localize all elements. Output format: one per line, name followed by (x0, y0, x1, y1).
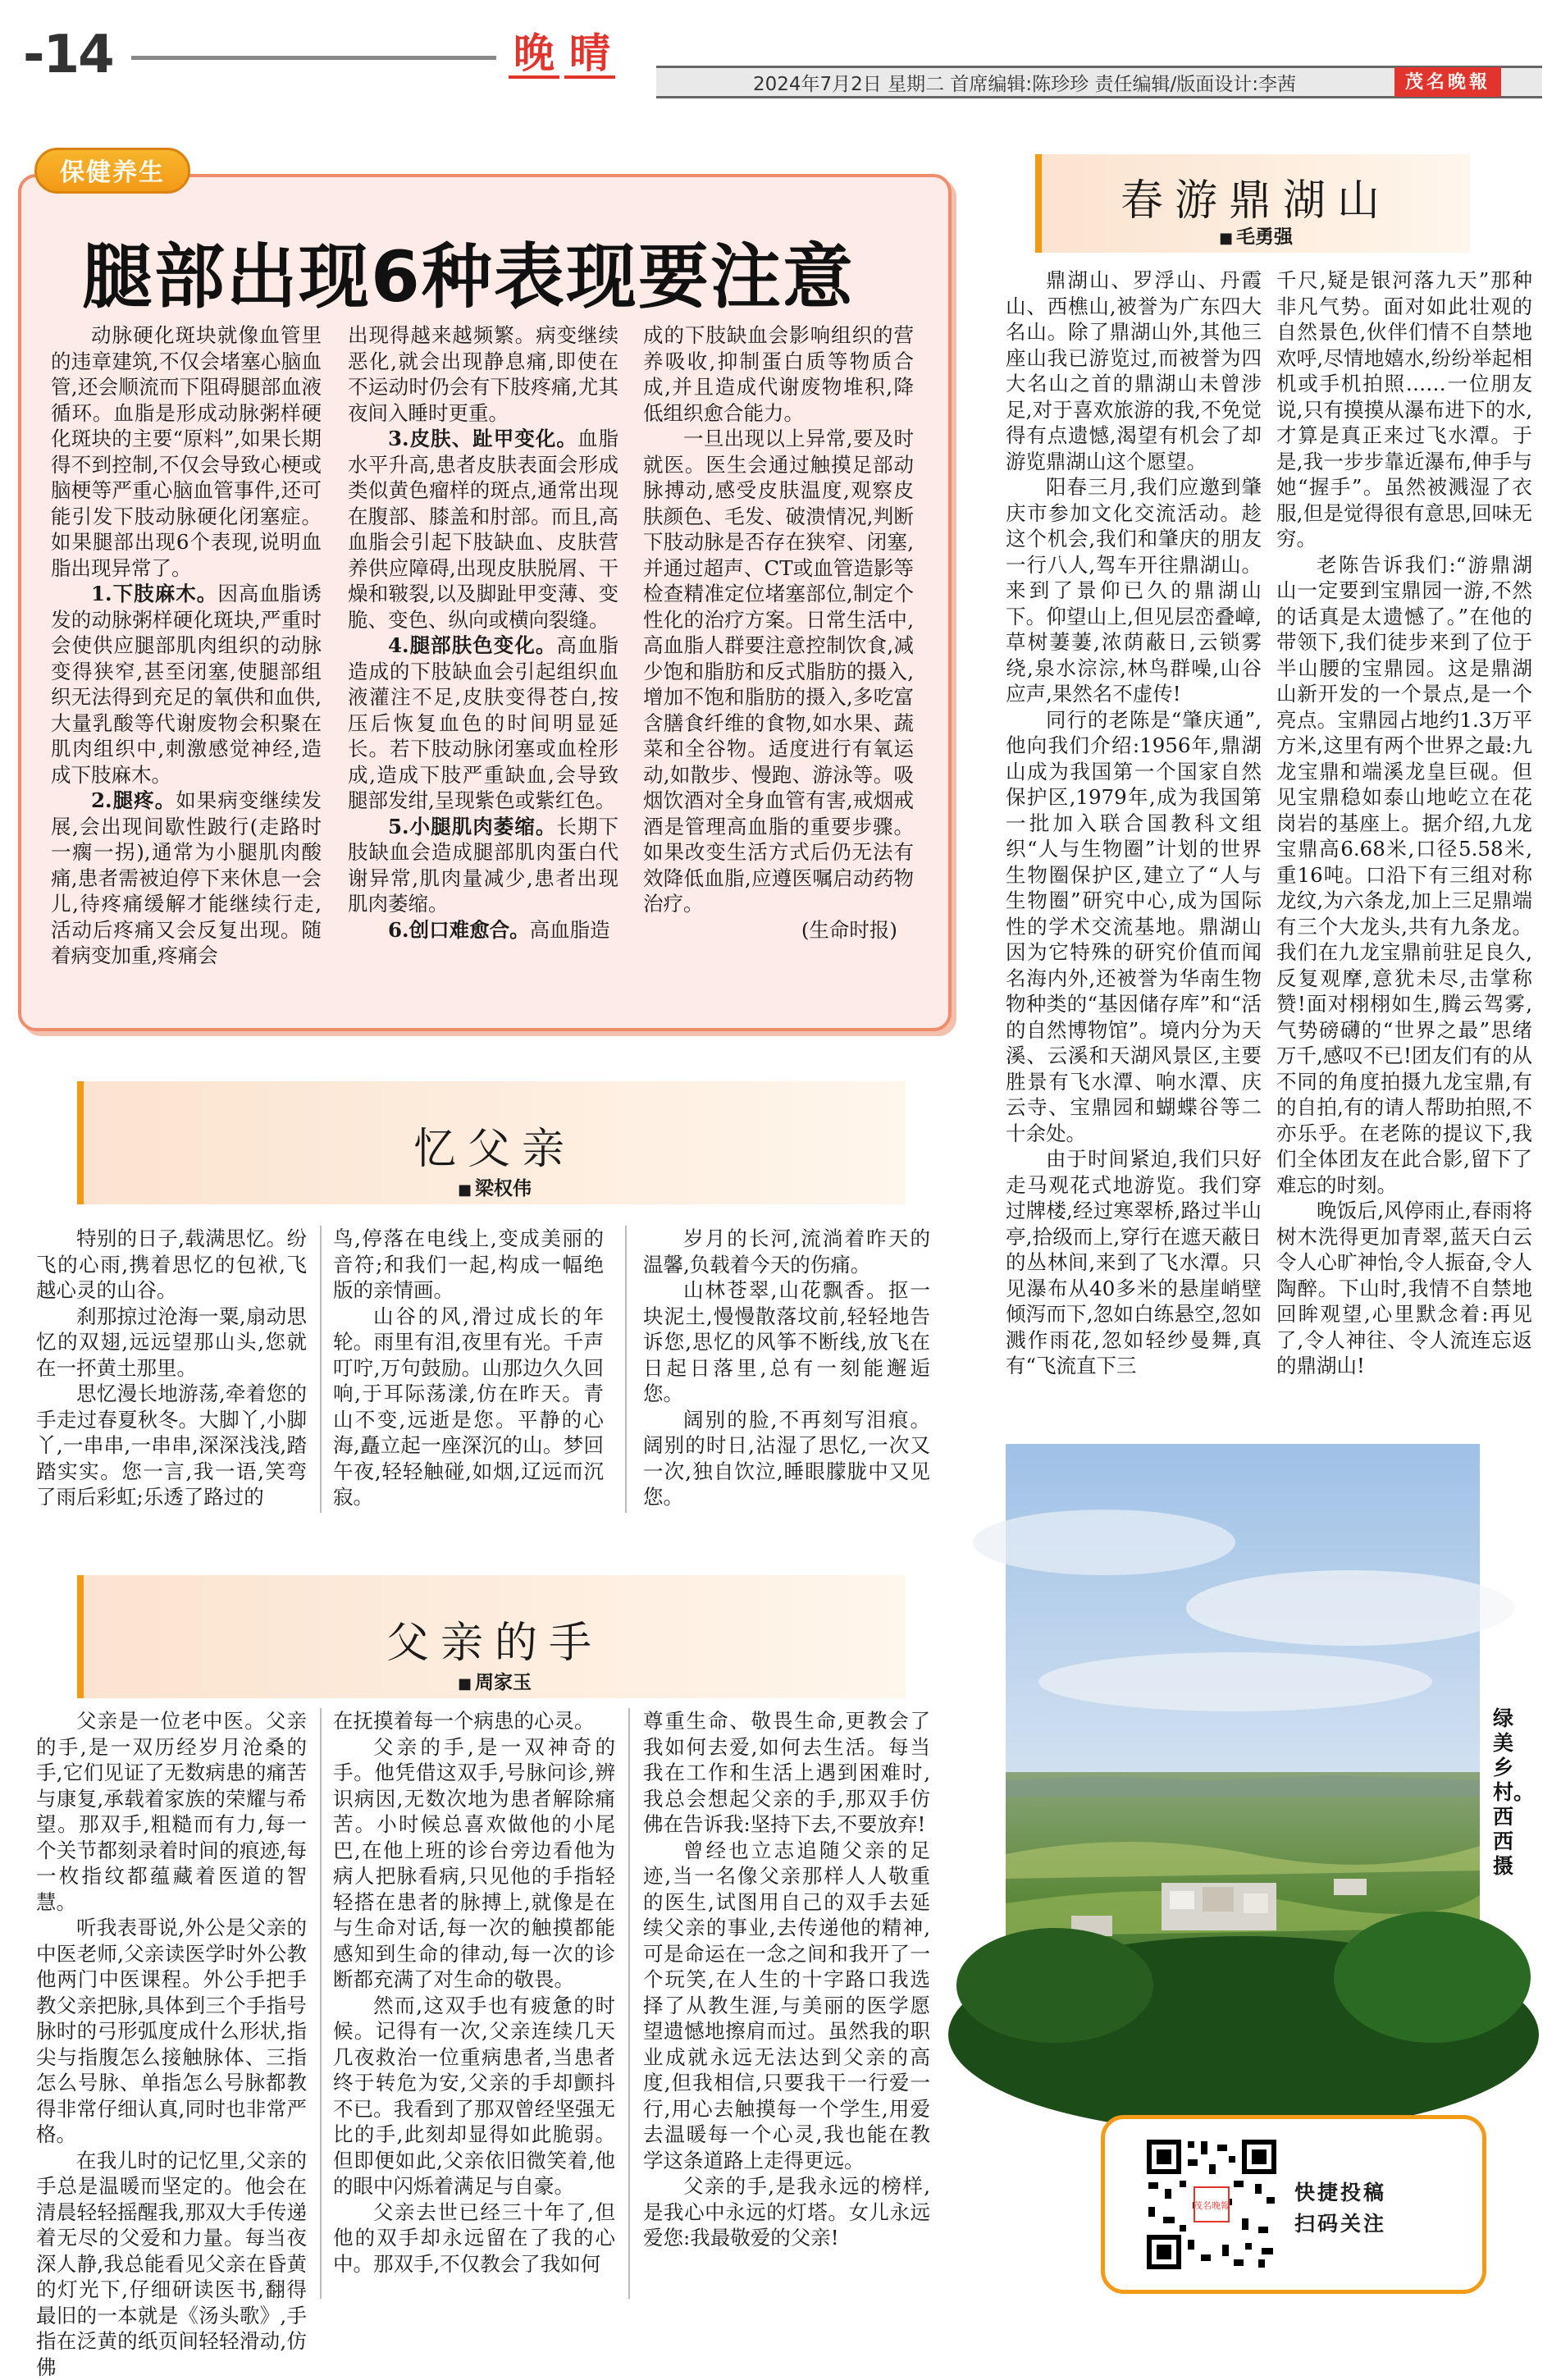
article-paragraph: 阔别的脸,不再刻写泪痕。阔别的时日,沾湿了思忆,一次又一次,独自饮泣,睡眼朦胧中又见您。 (643, 1407, 930, 1510)
article-source: (生命时报) (643, 917, 914, 943)
qr-caption-line: 扫码关注 (1294, 2209, 1386, 2240)
article-column (348, 322, 618, 943)
article-paragraph: 1.下肢麻木。因高血脂诱发的动脉粥样硬化斑块,严重时会使供应腿部肌肉组织的动脉变得狭窄,甚至闭塞,使腿部组织无法得到充足的氧供和血供,大量乳酸等代谢废物会积聚在肌肉组织中,刺激感觉神经,造成下肢麻木。 (51, 581, 322, 788)
article-column (333, 1708, 615, 2277)
column-divider (320, 1226, 322, 1513)
section-title: 忆父亲 (84, 1114, 906, 1176)
article-paragraph: 山谷的风,滑过成长的年轮。雨里有泪,夜里有光。千声叮咛,万句鼓励。山那边久久回响,于耳际荡漾,仿在昨天。青山不变,远逝是您。平静的心海,矗立起一座深沉的山。梦回午夜,轻轻触碰,如烟,辽远而沉寂。 (333, 1304, 604, 1510)
article-paragraph: 动脉硬化斑块就像血管里的违章建筑,不仅会堵塞心脑血管,还会顺流而下阻碍腿部血液循环。血脂是形成动脉粥样硬化斑块的主要“原料”,如果长期得不到控制,不仅会导致心梗或脑梗等严重心脑血管事件,还可能引发下肢动脉硬化闭塞症。如果腿部出现6个表现,说明血脂出现异常了。 (51, 322, 322, 581)
article-paragraph: 特别的日子,载满思忆。纷飞的心雨,携着思忆的包袱,飞越心灵的山谷。 (36, 1226, 307, 1304)
column-divider (320, 1708, 322, 2299)
article-paragraph: 4.腿部肤色变化。高血脂造成的下肢缺血会引起组织血液灌注不足,皮肤变得苍白,按压后恢复血色的时间明显延长。若下肢动脉闭塞或血栓形成,造成下肢严重缺血,会导致腿部发绀,呈现紫色或紫红色。 (348, 633, 618, 814)
section-title: 父亲的手 (84, 1608, 906, 1670)
author-byline: ■ 梁权伟 (84, 1173, 906, 1200)
paragraph-heading: 4.腿部肤色变化。 (388, 633, 556, 657)
column-divider (625, 1226, 627, 1513)
qr-caption-line: 快捷投稿 (1294, 2177, 1386, 2209)
article-column (333, 1226, 604, 1510)
article-paragraph: 然而,这双手也有疲惫的时候。记得有一次,父亲连续几天几夜救治一位重病患者,当患者终于转危为安,父亲的手却颤抖不已。我看到了那双曾经坚强无比的手,此刻却显得如此脆弱。但即便如此,父亲依旧微笑着,他的眼中闪烁着满足与自豪。 (333, 1993, 615, 2200)
article-column (36, 1708, 307, 2380)
article-paragraph: 在我儿时的记忆里,父亲的手总是温暖而坚定的。他会在清晨轻轻摇醒我,那双大手传递着无尽的父爱和力量。每当夜深人静,我总能看见父亲在昏黄的灯光下,仔细研读医书,翻得最旧的一本就是《汤头歌》,手指在泛黄的纸页间轻轻滑动,仿佛 (36, 2148, 307, 2380)
newspaper-logo: 茂名晚報 (1394, 67, 1501, 97)
qr-caption (1294, 2177, 1386, 2240)
qr-code-icon[interactable] (1143, 2136, 1280, 2273)
article-paragraph: 父亲的手,是一双神奇的手。他凭借这双手,号脉问诊,辨识病因,无数次地为患者解除痛苦。小时候总喜欢做他的小尾巴,在他上班的诊台旁边看他为病人把脉看病,只见他的手指轻轻搭在患者的脉搏上,就像是在与生命对话,每一次的触摸都能感知到生命的律动,每一次的诊断都充满了对生命的敬畏。 (333, 1734, 615, 1993)
section-title: 春游鼎湖山 (1042, 166, 1470, 227)
paragraph-heading: 5.小腿肌肉萎缩。 (388, 815, 556, 838)
article-column (1276, 267, 1532, 1379)
edition-name (509, 28, 615, 79)
header-info: 2024年7月2日 星期二 首席编辑:陈珍珍 责任编辑/版面设计:李茜 (753, 69, 1296, 96)
article-paragraph: 成的下肢缺血会影响组织的营养吸收,抑制蛋白质等物质合成,并且造成代谢废物堆积,降低组织愈合能力。 (643, 322, 914, 426)
article-paragraph: 阳春三月,我们应邀到肇庆市参加文化交流活动。趁这个机会,我们和肇庆的朋友一行八人,驾车开往鼎湖山。来到了景仰已久的鼎湖山下。仰望山上,但见层峦叠嶂,草树萋萋,浓荫蔽日,云锁雾绕,泉水淙淙,林鸟群噪,山谷应声,果然名不虚传! (1006, 474, 1262, 707)
article-paragraph: 在抚摸着每一个病患的心灵。 (333, 1708, 615, 1734)
article-column (1006, 267, 1262, 1379)
article-column (51, 322, 322, 969)
article-paragraph: 鸟,停落在电线上,变成美丽的音符;和我们一起,构成一幅绝版的亲情画。 (333, 1226, 604, 1304)
article-paragraph: 曾经也立志追随父亲的足迹,当一名像父亲那样人人敬重的医生,试图用自己的双手去延续父亲的事业,去传递他的精神,可是命运在一念之间和我开了一个玩笑,在人生的十字路口我选择了从教生涯,与美丽的医学愿望遗憾地擦肩而过。虽然我的职业成就永远无法达到父亲的高度,但我相信,只要我干一行爱一行,用心去触摸每一个学生,用爱去温暖每一个心灵,我也能在教学这条道路上走得更远。 (643, 1838, 930, 2174)
article-column (643, 1708, 930, 2251)
article-paragraph: 岁月的长河,流淌着昨天的温馨,负载着今天的伤痛。 (643, 1226, 930, 1277)
article-paragraph: 出现得越来越频繁。病变继续恶化,就会出现静息痛,即使在不运动时仍会有下肢疼痛,尤其夜间入睡时更重。 (348, 322, 618, 426)
article-paragraph: 听我表哥说,外公是父亲的中医老师,父亲读医学时外公教他两门中医课程。外公手把手教父亲把脉,具体到三个手指号脉时的弓形弧度成什么形状,指尖与指腹怎么接触脉体、三指怎么号脉、单指怎么号脉都教得非常仔细认真,同时也非常严格。 (36, 1915, 307, 2148)
article-paragraph: 3.皮肤、趾甲变化。血脂水平升高,患者皮肤表面会形成类似黄色瘤样的斑点,通常出现在腹部、膝盖和肘部。而且,高血脂会引起下肢缺血、皮肤营养供应障碍,出现皮肤脱屑、干燥和皲裂,以及脚趾甲变薄、变脆、变色、纵向或横向裂缝。 (348, 426, 618, 633)
page-number: -14 (23, 25, 113, 85)
paragraph-heading: 6.创口难愈合。 (388, 918, 530, 942)
article-column (36, 1226, 307, 1510)
article-paragraph: 由于时间紧迫,我们只好走马观花式地游览。我们穿过牌楼,经过寒翠桥,路过半山亭,拾级而上,穿行在遮天蔽日的丛林间,来到了飞水潭。只见瀑布从40多米的悬崖峭壁倾泻而下,忽如白练悬空,忽如溅作雨花,忽如轻纱曼舞,真有“飞流直下三 (1006, 1146, 1262, 1379)
village-photo (1006, 1444, 1480, 2076)
edition-char: 晴 (564, 28, 615, 79)
qr-center-label: 茂名晚報 (1194, 2200, 1230, 2211)
column-divider (628, 1708, 630, 2299)
article-paragraph: 晚饭后,风停雨止,春雨将树木洗得更加青翠,蓝天白云令人心旷神怡,令人振奋,令人陶醉。下山时,我情不自禁地回眸观望,心里默念着:再见了,令人神往、令人流连忘返的鼎湖山! (1276, 1198, 1532, 1379)
edition-char: 晚 (509, 28, 559, 79)
article-paragraph: 同行的老陈是“肇庆通”,他向我们介绍:1956年,鼎湖山成为我国第一个国家自然保护区,1979年,成为我国第一批加入联合国教科文组织“人与生物圈”计划的世界生物圈保护区,建立了“人与生物圈”研究中心,成为国际性的学术交流基地。鼎湖山因为它特殊的研究价值而闻名海内外,还被誉为华南生物物种类的“基因储存库”和“活的自然博物馆”。境内分为天溪、云溪和天湖风景区,主要胜景有飞水潭、响水潭、庆云寺、宝鼎园和蝴蝶谷等二十余处。 (1006, 707, 1262, 1147)
article-paragraph: 5.小腿肌肉萎缩。长期下肢缺血会造成腿部肌肉蛋白代谢异常,肌肉量减少,患者出现肌肉萎缩。 (348, 814, 618, 917)
paragraph-heading: 3.皮肤、趾甲变化。 (388, 427, 577, 450)
article-column (643, 322, 914, 943)
photo-caption: 绿美乡村。 西西 摄 (1493, 1706, 1526, 1879)
article-paragraph: 山林苍翠,山花飘香。抠一块泥土,慢慢散落坟前,轻轻地告诉您,思忆的风筝不断线,放飞在日起日落里,总有一刻能邂逅您。 (643, 1277, 930, 1407)
article-paragraph: 老陈告诉我们:“游鼎湖山一定要到宝鼎园一游,不然的话真是太遗憾了。”在他的带领下,我们徒步来到了位于半山腰的宝鼎园。这是鼎湖山新开发的一个景点,是一个亮点。宝鼎园占地约1.3万平方米,这里有两个世界之最:九龙宝鼎和端溪龙皇巨砚。但见宝鼎稳如泰山地屹立在花岗岩的基座上。据介绍,九龙宝鼎高6.68米,口径5.58米,重16吨。口沿下有三组对称龙纹,为六条龙,加上三足鼎端有三个大龙头,共有九条龙。我们在九龙宝鼎前驻足良久,反复观摩,意犹未尽,击掌称赞!面对栩栩如生,腾云驾雾,气势磅礴的“世界之最”思绪万千,感叹不已!团友们有的从不同的角度拍摄九龙宝鼎,有的自拍,有的请人帮助拍照,不亦乐乎。在老陈的提议下,我们全体团友在此合影,留下了难忘的时刻。 (1276, 552, 1532, 1199)
section-tag: 保健养生 (34, 148, 190, 194)
paragraph-heading: 2.腿疼。 (91, 788, 176, 812)
article-paragraph: 父亲的手,是我永远的榜样,是我心中永远的灯塔。女儿永远爱您:我最敬爱的父亲! (643, 2173, 930, 2251)
article-column (643, 1226, 930, 1510)
header-rule (131, 56, 496, 60)
author-byline: ■ 毛勇强 (1042, 222, 1470, 249)
article-paragraph: 父亲是一位老中医。父亲的手,是一双历经岁月沧桑的手,它们见证了无数病患的痛苦与康复,承载着家族的荣耀与希望。那双手,粗糙而有力,每一个关节都刻录着时间的痕迹,每一枚指纹都蕴藏着医道的智慧。 (36, 1708, 307, 1915)
section-heading (77, 1575, 906, 1698)
landscape-image (1006, 1444, 1480, 2076)
article-paragraph: 一旦出现以上异常,要及时就医。医生会通过触摸足部动脉搏动,感受皮肤温度,观察皮肤颜色、毛发、破溃情况,判断下肢动脉是否存在狭窄、闭塞,并通过超声、CT或血管造影等检查精准定位堵塞部位,制定个性化的治疗方案。日常生活中,高血脂人群要注意控制饮食,减少饱和脂肪和反式脂肪的摄入,增加不饱和脂肪的摄入,多吃富含膳食纤维的食物,如水果、蔬菜和全谷物。适度进行有氧运动,如散步、慢跑、游泳等。吸烟饮酒对全身血管有害,戒烟戒酒是管理高血脂的重要步骤。如果改变生活方式后仍无法有效降低血脂,应遵医嘱启动药物治疗。 (643, 426, 914, 917)
article-paragraph: 6.创口难愈合。高血脂造 (348, 917, 618, 943)
article-paragraph: 刹那掠过沧海一粟,扇动思忆的双翅,远远望那山头,您就在一抔黄土那里。 (36, 1304, 307, 1382)
article-paragraph: 尊重生命、敬畏生命,更教会了我如何去爱,如何去生活。每当我在工作和生活上遇到困难时,我总会想起父亲的手,那双手仿佛在告诉我:坚持下去,不要放弃! (643, 1708, 930, 1838)
author-byline: ■ 周家玉 (84, 1667, 906, 1694)
article-paragraph: 思忆漫长地游荡,牵着您的手走过春夏秋冬。大脚丫,小脚丫,一串串,一串串,深深浅浅,踏踏实实。您一言,我一语,笑弯了雨后彩虹;乐透了路过的 (36, 1381, 307, 1510)
article-paragraph: 父亲去世已经三十年了,但他的双手却永远留在了我的心中。那双手,不仅教会了我如何 (333, 2200, 615, 2277)
article-paragraph: 千尺,疑是银河落九天”那种非凡气势。面对如此壮观的自然景色,伙伴们情不自禁地欢呼,尽情地嬉水,纷纷举起相机或手机拍照……一位朋友说,只有摸摸从瀑布进下的水,才算是真正来过飞水潭。于是,我一步步靠近瀑布,伸手与她“握手”。虽然被溅湿了衣服,但是觉得很有意思,回味无穷。 (1276, 267, 1532, 552)
section-heading (1035, 154, 1470, 253)
paragraph-heading: 1.下肢麻木。 (91, 582, 217, 605)
article-title: 腿部出现6种表现要注意 (82, 220, 855, 322)
article-paragraph: 鼎湖山、罗浮山、丹霞山、西樵山,被誉为广东四大名山。除了鼎湖山外,其他三座山我已游览过,而被誉为四大名山之首的鼎湖山未曾涉足,对于喜欢旅游的我,不免觉得有点遗憾,渴望有机会了却游览鼎湖山这个愿望。 (1006, 267, 1262, 474)
section-heading (77, 1081, 906, 1204)
article-paragraph: 2.腿疼。如果病变继续发展,会出现间歇性跛行(走路时一瘸一拐),通常为小腿肌肉酸痛,患者需被迫停下来休息一会儿,待疼痛缓解才能继续行走,活动后疼痛又会反复出现。随着病变加重,疼痛会 (51, 788, 322, 969)
